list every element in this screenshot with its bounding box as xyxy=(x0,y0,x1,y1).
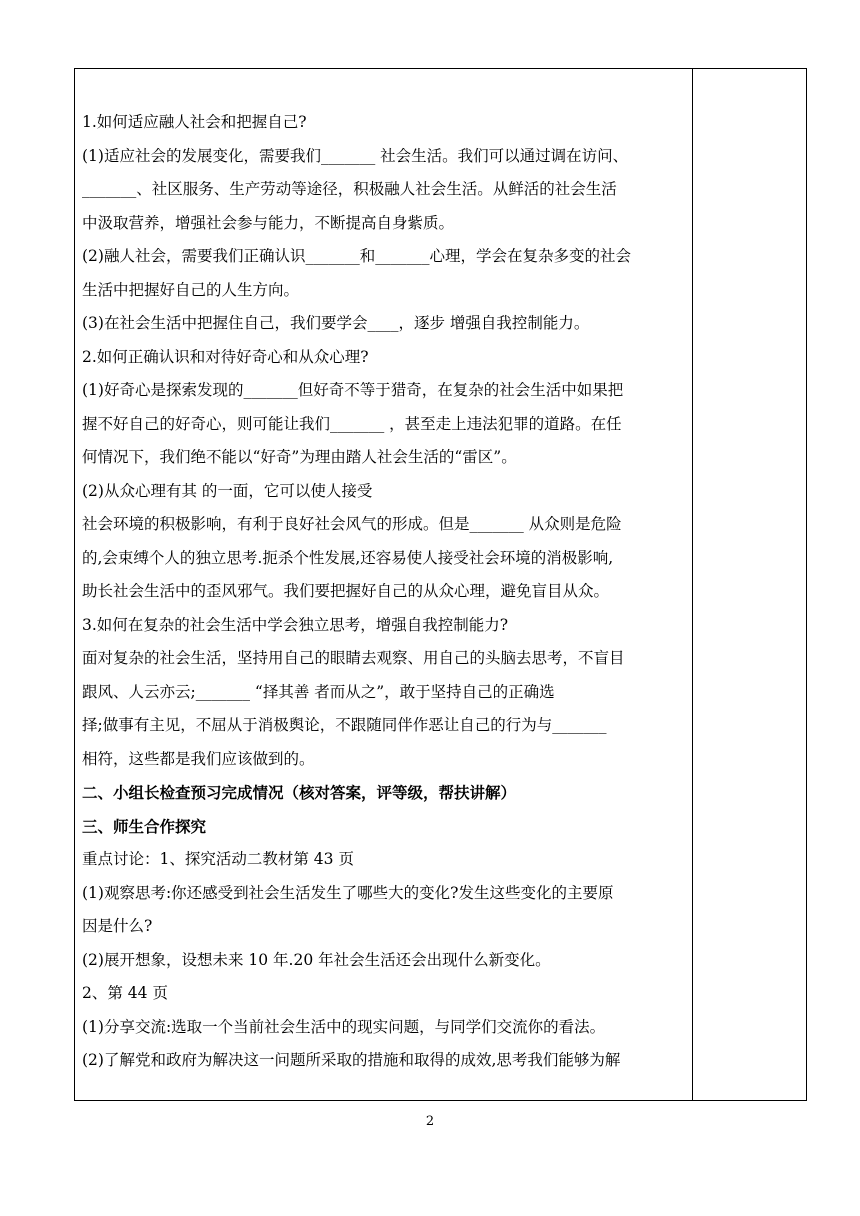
text-line: (1)分享交流:选取一个当前社会生活中的现实问题，与同学们交流你的看法。 xyxy=(82,1017,606,1036)
text-line: 面对复杂的社会生活，坚持用自己的眼睛去观察、用自己的头脑去思考，不盲目 xyxy=(82,649,625,667)
text-line: 2、第 44 页 xyxy=(82,984,168,1002)
text-line: 3.如何在复杂的社会生活中学会独立思考，增强自我控制能力? xyxy=(82,615,509,634)
text-line: 因是什么? xyxy=(82,917,153,935)
text-line: (1)观察思考:你还感受到社会生活发生了哪些大的变化?发生这些变化的主要原 xyxy=(82,883,614,902)
text-line: 中汲取营养，增强社会参与能力，不断提高自身紫质。 xyxy=(82,213,455,232)
text-line: (1)适应社会的发展变化，需要我们_______ 社会生活。我们可以通过调在访问、 xyxy=(82,146,629,165)
text-line: 社会环境的积极影响，有利于良好社会风气的形成。但是_______ 从众则是危险 xyxy=(82,515,622,533)
text-line: 择;做事有主见，不屈从于消极舆论，不跟随同伴作恶让自己的行为与_______ xyxy=(82,716,607,734)
text-line: 何情况下，我们绝不能以“好奇”为理由踏人社会生活的“雷区”。 xyxy=(82,448,517,466)
text-line: 生活中把握好自己的人生方向。 xyxy=(82,280,300,299)
text-line: _______、社区服务、生产劳动等途径，积极融人社会生活。从鲜活的社会生活 xyxy=(82,180,617,198)
page-number: 2 xyxy=(425,1114,435,1129)
text-line: 的,会束缚个人的独立思考.扼杀个性发展,还容易使人接受社会环境的消极影响, xyxy=(82,548,614,567)
section-heading-2: 二、小组长检查预习完成情况（核对答案，评等级，帮扶讲解） xyxy=(82,783,517,802)
text-line: (3)在社会生活中把握住自己，我们要学会____，逐步 增强自我控制能力。 xyxy=(82,314,590,332)
text-line: 助长社会生活中的歪风邪气。我们要把握好自己的从众心理，避免盲目从众。 xyxy=(82,582,610,600)
text-line: 相符，这些都是我们应该做到的。 xyxy=(82,749,315,768)
text-line: (2)了解党和政府为解决这一问题所采取的措施和取得的成效,思考我们能够为解 xyxy=(82,1051,621,1069)
text-line: 1.如何适应融人社会和把握自己? xyxy=(82,113,307,131)
column-divider xyxy=(692,68,693,1101)
text-line: (2)融人社会，需要我们正确认识_______和_______心理，学会在复杂多变的社会 xyxy=(82,247,631,265)
text-line: (1)好奇心是探索发现的_______但好奇不等于猎奇，在复杂的社会生活中如果把 xyxy=(82,381,624,399)
text-line: 握不好自己的好奇心，则可能让我们_______ ，甚至走上违法犯罪的道路。在任 xyxy=(82,414,622,433)
section-heading-3: 三、师生合作探究 xyxy=(82,816,207,836)
text-line: 跟风、人云亦云;_______ “择其善 者而从之”，敢于坚持自己的正确选 xyxy=(82,682,555,701)
text-line: 重点讨论：1、探究活动二教材第 43 页 xyxy=(82,850,354,868)
main-content xyxy=(82,106,688,1078)
text-line: (2)从众心理有其 的一面，它可以使人接受 xyxy=(82,481,373,500)
text-line: (2)展开想象，设想未来 10 年.20 年社会生活还会出现什么新变化。 xyxy=(82,950,551,969)
text-line: 2.如何正确认识和对待好奇心和从众心理? xyxy=(82,347,369,366)
